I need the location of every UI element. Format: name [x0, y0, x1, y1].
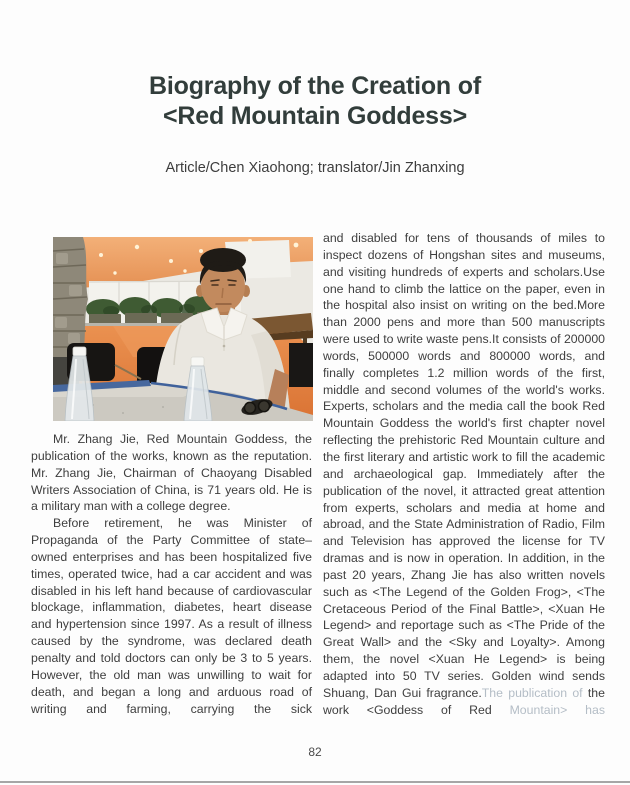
paragraph: Before retirement, he was Minister of Propaganda of the Party Committee of state–owned enterprises and has been hospitalized five times, operated twice, had a car accident and was disabled in his left hand because of cardiovascular blockage, inflammation, diabetes, heart disease and hypertension since 1997. As a result of illness caused by the syndrome, was declared death penalty and told doctors can only be 3 to 5 years. However, the old man was unwilling to wait for death, and began a long and arduous road of writing and farming, carrying the sick — [31, 516, 312, 716]
paragraph: Mr. Zhang Jie, Red Mountain Goddess, the publication of the works, known as the reputation. Mr. Zhang Jie, Chairman of Chaoyang Disabled Writers Association of China, is 71 years old. He is a military man with a college degree. — [31, 432, 312, 514]
byline: Article/Chen Xiaohong; translator/Jin Zhanxing — [165, 160, 465, 176]
faded-text: The publication of — [481, 685, 588, 700]
bottom-scan-rule — [0, 781, 630, 783]
body-text: and disabled for tens of thousands of miles to inspect dozens of Hongshan sites and museums, and visiting hundreds of experts and scholars.Use one hand to climb the lattice on the paper, even in the hospital also insist on writing on the bed.More than 2000 pens and more than 500 manuscripts were used to write waste pens.It consists of 200000 words, 500000 words and 800000 words, and finally completes 1.2 million words of the first, middle and second volumes of the world's works. Experts, scholars and the media call the book Red Mountain Goddess the world's first chapter novel reflecting the prehistoric Red Mountain culture and the first literary and artistic work to fill the academic and archaeological gap. Immediately after the publication of the novel, it attracted great attention from experts, scholars and media at home and abroad, and the State Administration of Radio, Film and Television has approved the license for TV dramas and is now in operation. In addition, in the past 20 years, Zhang Jie has also written novels such as <The Legend of the Golden Frog>, <The Cretaceous Period of the Final Battle>, <Xuan He Legend> and reportage such as <The Pride of the Great Wall> and the <Sky and Loyalty>. Among them, the novel <Xuan He Legend> is being adapted into 50 TV series. Golden wind sends Shuang, Dan Gui fragrance. — [323, 231, 605, 700]
faded-text: Mountain> has — [509, 702, 606, 717]
left-column — [31, 431, 312, 717]
paragraph — [323, 230, 605, 718]
title-line-2: <Red Mountain Goddess> — [163, 102, 467, 130]
portrait-photo — [53, 237, 313, 421]
portrait-photo-graphic — [53, 237, 313, 421]
right-column — [323, 230, 605, 718]
article-title — [0, 71, 630, 131]
body-text: the work <Goddess of Red — [323, 685, 605, 717]
title-line-1: Biography of the Creation of — [149, 72, 481, 100]
page-number: 82 — [308, 745, 322, 759]
